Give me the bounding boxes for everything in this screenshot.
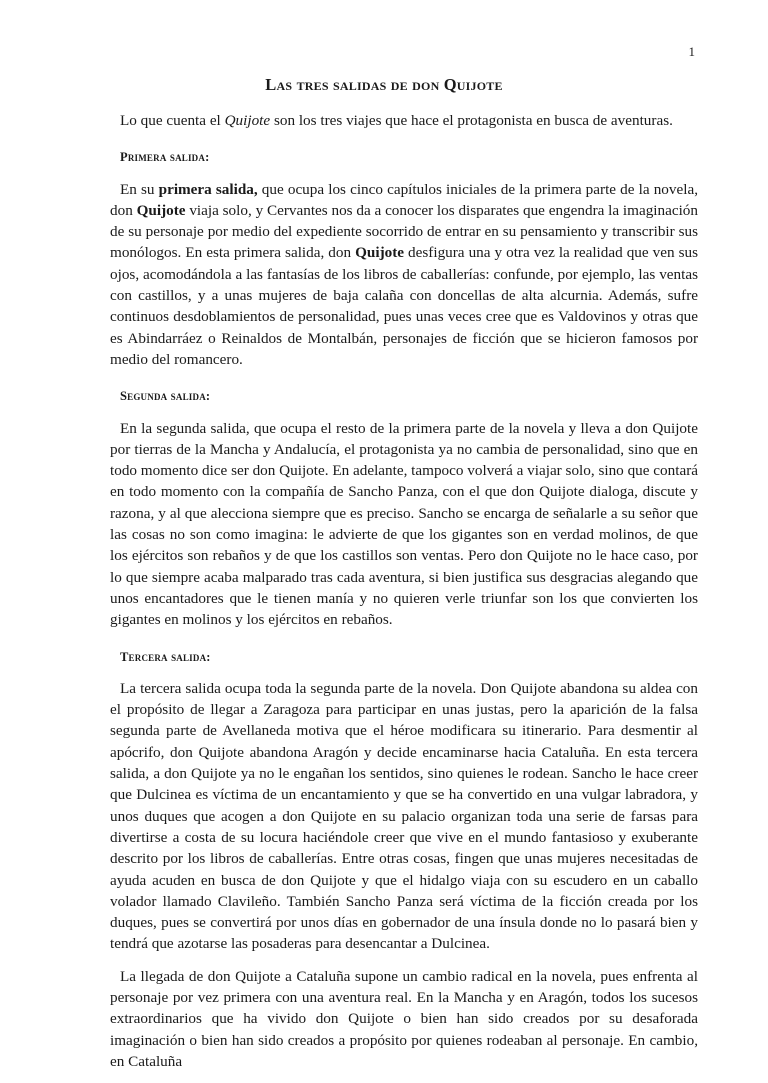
text-run: La tercera salida ocupa toda la segunda parte de la novela. Don Quijote abandona su aldea con el propósito de llegar a Zaragoza para participar en unas justas, pero la aparición de la falsa segunda parte de Avellaneda motiva que el héroe modificara su itinerario. Para desmentir al apócrifo, don Quijote abandona Aragón y decide encaminarse hacia Cataluña. En esta tercera salida, a don Quijote ya no le engañan los sentidos, sino quienes le rodean. Sancho le hace creer que Dulcinea es víctima de un encantamiento y que se ha convertido en una vulgar labradora, y unos duques que acogen a don Quijote en su palacio organizan toda una serie de farsas para divertirse a costa de su locura haciéndole creer que vive en el mundo fantasioso y exuberante descrito por los libros de caballerías. Entre otras cosas, fingen que unas mujeres necesitadas de ayuda acuden en busca de don Quijote y que el hidalgo viaja con su escudero en un caballo volador llamado Clavileño. También Sancho Panza será víctima de la ficción creada por los duques, pues se convertirá por unos días en gobernador de una ínsula donde no lo pasará bien y tendrá que azotarse las posaderas para desencantar a Dulcinea. xyxy=(110,679,698,953)
bold-text-run: Quijote xyxy=(136,201,186,219)
section-heading: Segunda salida: xyxy=(120,389,211,404)
bold-text-run: Quijote xyxy=(355,244,405,262)
section-paragraph xyxy=(110,678,698,955)
intro-text-after: son los tres viajes que hace el protagonista en busca de aventuras. xyxy=(270,112,673,129)
bold-text-run: primera salida, xyxy=(158,180,258,198)
section-paragraph xyxy=(110,966,698,1072)
section-paragraph xyxy=(110,179,698,371)
document-title: Las tres salidas de don Quijote xyxy=(265,75,503,94)
section-paragraph xyxy=(110,418,698,631)
text-run: En la segunda salida, que ocupa el resto de la primera parte de la novela y lleva a don Quijote por tierras de la Mancha y Andalucía, el protagonista ya no cambia de personalidad, sino que en todo momento dice ser don Quijote. En adelante, tampoco volverá a viajar solo, sino que contará en todo momento con la compañía de Sancho Panza, con el que don Quijote dialoga, discute y razona, y al que alecciona siempre que es preciso. Sancho se encarga de señalarle a su señor que las cosas no son como imagina: le advierte de que los gigantes son en verdad molinos, de que los ejércitos son rebaños y de que los castillos son ventas. Pero don Quijote no le hace caso, por lo que siempre acaba malparado tras cada aventura, si bien justifica sus desgracias alegando que unos encantadores que le tienen manía y no quieren verle triunfar son los que convierten los gigantes en molinos y los ejércitos en rebaños. xyxy=(110,419,698,629)
section-heading: Primera salida: xyxy=(120,150,210,165)
page-number: 1 xyxy=(688,44,695,59)
text-run: En su xyxy=(120,180,159,198)
text-run: desfigura una y otra vez la realidad que ven sus ojos, acomodándola a las fantasías de los libros de caballerías: confunde, por ejemplo, las ventas con castillos, y a unas mujeres de baja calaña con doncellas de alta alcurnia. Además, sufre continuos desdoblamientos de personalidad, pues unas veces cree que es Valdovinos y otras que es Abindarráez o Reinaldos de Montalbán, personajes de ficción que se hicieron famosos por medio del romancero. xyxy=(110,244,699,368)
text-run: viaja solo, y Cervantes nos da a conocer los disparates que engendra la imaginación de su personaje por medio del expediente socorrido de entrar en su pensamiento y transcribir sus monólogos. En esta primera salida, don xyxy=(110,201,698,262)
intro-text-before: Lo que cuenta el xyxy=(120,112,225,129)
text-run: La llegada de don Quijote a Cataluña supone un cambio radical en la novela, pues enfrenta al personaje por vez primera con una aventura real. En la Mancha y en Aragón, todos los sucesos extraordinarios que ha vivido don Quijote o bien han sido creados por su desaforada imaginación o bien han sido creados a propósito por quienes rodeaban al personaje. En cambio, en Cataluña xyxy=(110,967,698,1070)
sections-container xyxy=(110,147,698,1072)
intro-italic-title: Quijote xyxy=(224,112,271,129)
text-run: que ocupa los cinco capítulos iniciales de la primera parte de la novela, don xyxy=(110,180,698,219)
section-heading: Tercera salida: xyxy=(120,649,211,664)
document-body xyxy=(110,110,698,1083)
intro-paragraph xyxy=(110,110,698,131)
